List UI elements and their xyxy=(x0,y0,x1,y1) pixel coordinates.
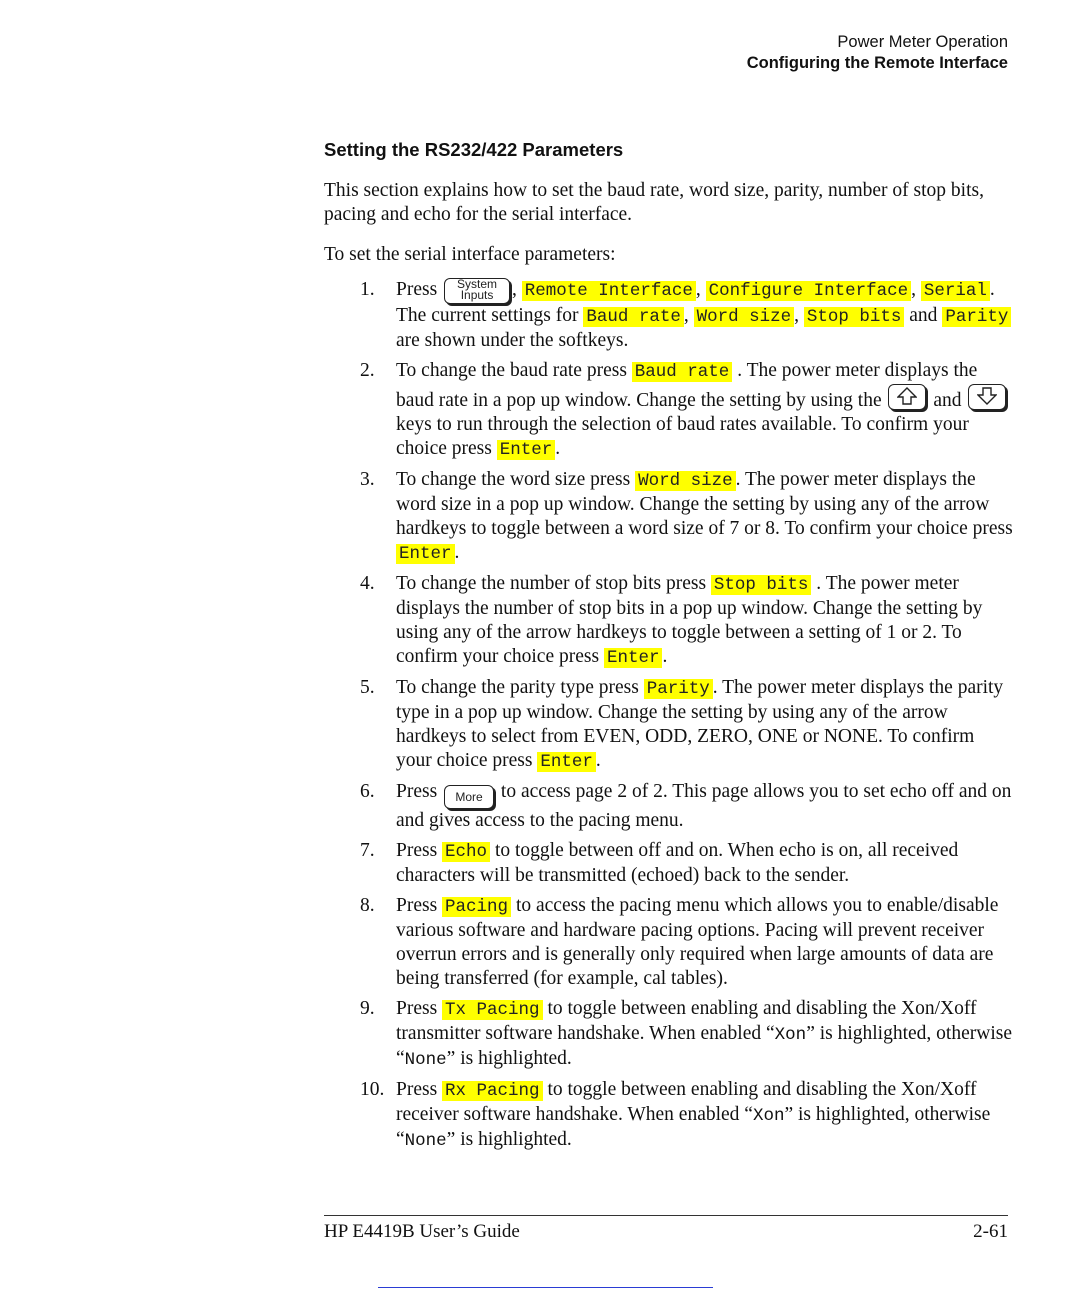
step-10: 10. Press Rx Pacing to toggle between enabling and disabling the Xon/Xoff receiver software handshake. When enabled “Xon” is highlighted, otherwise “None” is highlighted. xyxy=(360,1079,991,1151)
step-number: 4. xyxy=(360,573,375,594)
down-arrow-key[interactable] xyxy=(968,384,1006,410)
none-value: None xyxy=(404,1050,447,1070)
softkey-pacing[interactable]: Pacing xyxy=(442,897,511,917)
softkey-remote-interface[interactable]: Remote Interface xyxy=(522,281,696,301)
softkey-parity[interactable]: Parity xyxy=(942,307,1011,327)
step-number: 3. xyxy=(360,469,375,490)
step-9: 9. Press Tx Pacing to toggle between enabling and disabling the Xon/Xoff transmitter software handshake. When enabled “Xon” is highlighted, otherwise “None” is highlighted. xyxy=(360,998,1012,1070)
step-number: 1. xyxy=(360,279,375,300)
softkey-tx-pacing[interactable]: Tx Pacing xyxy=(442,1000,543,1020)
step-4: 4. To change the number of stop bits press Stop bits . The power meter displays the number of stop bits in a pop up window. Change the setting by using any of the arrow hardkeys to toggle between a setting of 1 or 2. To confirm your choice press Enter . xyxy=(360,573,983,668)
step-number: 7. xyxy=(360,840,375,861)
header-subsection: Configuring the Remote Interface xyxy=(746,54,1008,72)
lead-paragraph: To set the serial interface parameters: xyxy=(324,244,616,265)
footer-guide-title: HP E4419B User’s Guide xyxy=(324,1221,520,1242)
softkey-word-size[interactable]: Word size xyxy=(635,471,736,491)
header-section: Power Meter Operation xyxy=(837,33,1008,51)
step-5: 5. To change the parity type press Parity . The power meter displays the parity type in a pop up window. Change the setting by using any of the arrow hardkeys to select from EVEN, ODD, ZERO, ONE or NONE. To confirm your choice press Enter . xyxy=(360,677,1004,772)
softkey-configure-interface[interactable]: Configure Interface xyxy=(706,281,912,301)
step-number: 9. xyxy=(360,998,375,1019)
system-key-label-top: System xyxy=(457,277,498,291)
step-7: 7. Press Echo to toggle between off and on. When echo is on, all received characters will be transmitted (echoed) back to the sender. xyxy=(360,840,959,886)
section-heading: Setting the RS232/422 Parameters xyxy=(324,139,624,160)
softkey-stop-bits[interactable]: Stop bits xyxy=(711,575,812,595)
step-2: 2. To change the baud rate press Baud rate . The power meter displays the baud rate in a pop up window. Change the setting by using the and keys to run through the selection of baud rates available. To confirm your choice press Enter . xyxy=(324,359,1014,462)
step-number: 6. xyxy=(360,781,375,802)
xon-value: Xon xyxy=(752,1106,785,1126)
softkey-parity[interactable]: Parity xyxy=(644,679,713,699)
softkey-word-size[interactable]: Word size xyxy=(694,307,795,327)
softkey-baud-rate[interactable]: Baud rate xyxy=(583,307,684,327)
system-inputs-key[interactable] xyxy=(444,278,510,304)
intro-paragraph: This section explains how to set the baud rate, word size, parity, number of stop bits, pacing and echo for the serial interface. xyxy=(324,180,984,225)
down-arrow-icon xyxy=(977,387,997,405)
step-number: 8. xyxy=(360,895,375,916)
step-1: 1. Press System Inputs , Remote Interface , Configure Interface , Serial . The current settings for Baud rate , Word size , Stop bits and Parity are shown under the softkeys. xyxy=(324,278,1014,353)
softkey-enter[interactable]: Enter xyxy=(537,752,596,772)
softkey-echo[interactable]: Echo xyxy=(442,842,490,862)
running-header xyxy=(747,32,1008,74)
step-6: 6. Press More to access page 2 of 2. This page allows you to set echo off and on and gives access to the pacing menu. xyxy=(360,781,1012,831)
link-underline[interactable] xyxy=(378,1287,713,1288)
up-arrow-key[interactable] xyxy=(888,384,926,410)
softkey-serial[interactable]: Serial xyxy=(921,281,990,301)
footer-rule xyxy=(324,1215,1008,1216)
none-value: None xyxy=(404,1131,447,1151)
more-key[interactable]: More xyxy=(444,785,494,809)
step-number: 2. xyxy=(360,360,375,381)
up-arrow-icon xyxy=(897,387,917,405)
softkey-enter[interactable]: Enter xyxy=(604,648,663,668)
softkey-enter[interactable]: Enter xyxy=(396,544,455,564)
step-number: 5. xyxy=(360,677,375,698)
footer-page-number: 2-61 xyxy=(973,1221,1008,1242)
softkey-rx-pacing[interactable]: Rx Pacing xyxy=(442,1081,543,1101)
softkey-enter[interactable]: Enter xyxy=(497,440,556,460)
system-key-label-bottom: Inputs xyxy=(460,288,494,302)
step-8: 8. Press Pacing to access the pacing menu which allows you to enable/disable various software and hardware pacing options. Pacing will prevent receiver overrun errors and is generally only required when large amounts of data are being transferred (for example, cal tables). xyxy=(360,895,999,989)
xon-value: Xon xyxy=(774,1025,807,1045)
step-number: 10. xyxy=(360,1079,385,1100)
softkey-baud-rate[interactable]: Baud rate xyxy=(632,362,733,382)
step-3: 3. To change the word size press Word size . The power meter displays the word size in a pop up window. Change the setting by using any of the arrow hardkeys to toggle between a word size of 7 or 8. To confirm your choice press Enter . xyxy=(360,469,1013,564)
steps-list xyxy=(324,278,1014,1159)
softkey-stop-bits[interactable]: Stop bits xyxy=(804,307,905,327)
